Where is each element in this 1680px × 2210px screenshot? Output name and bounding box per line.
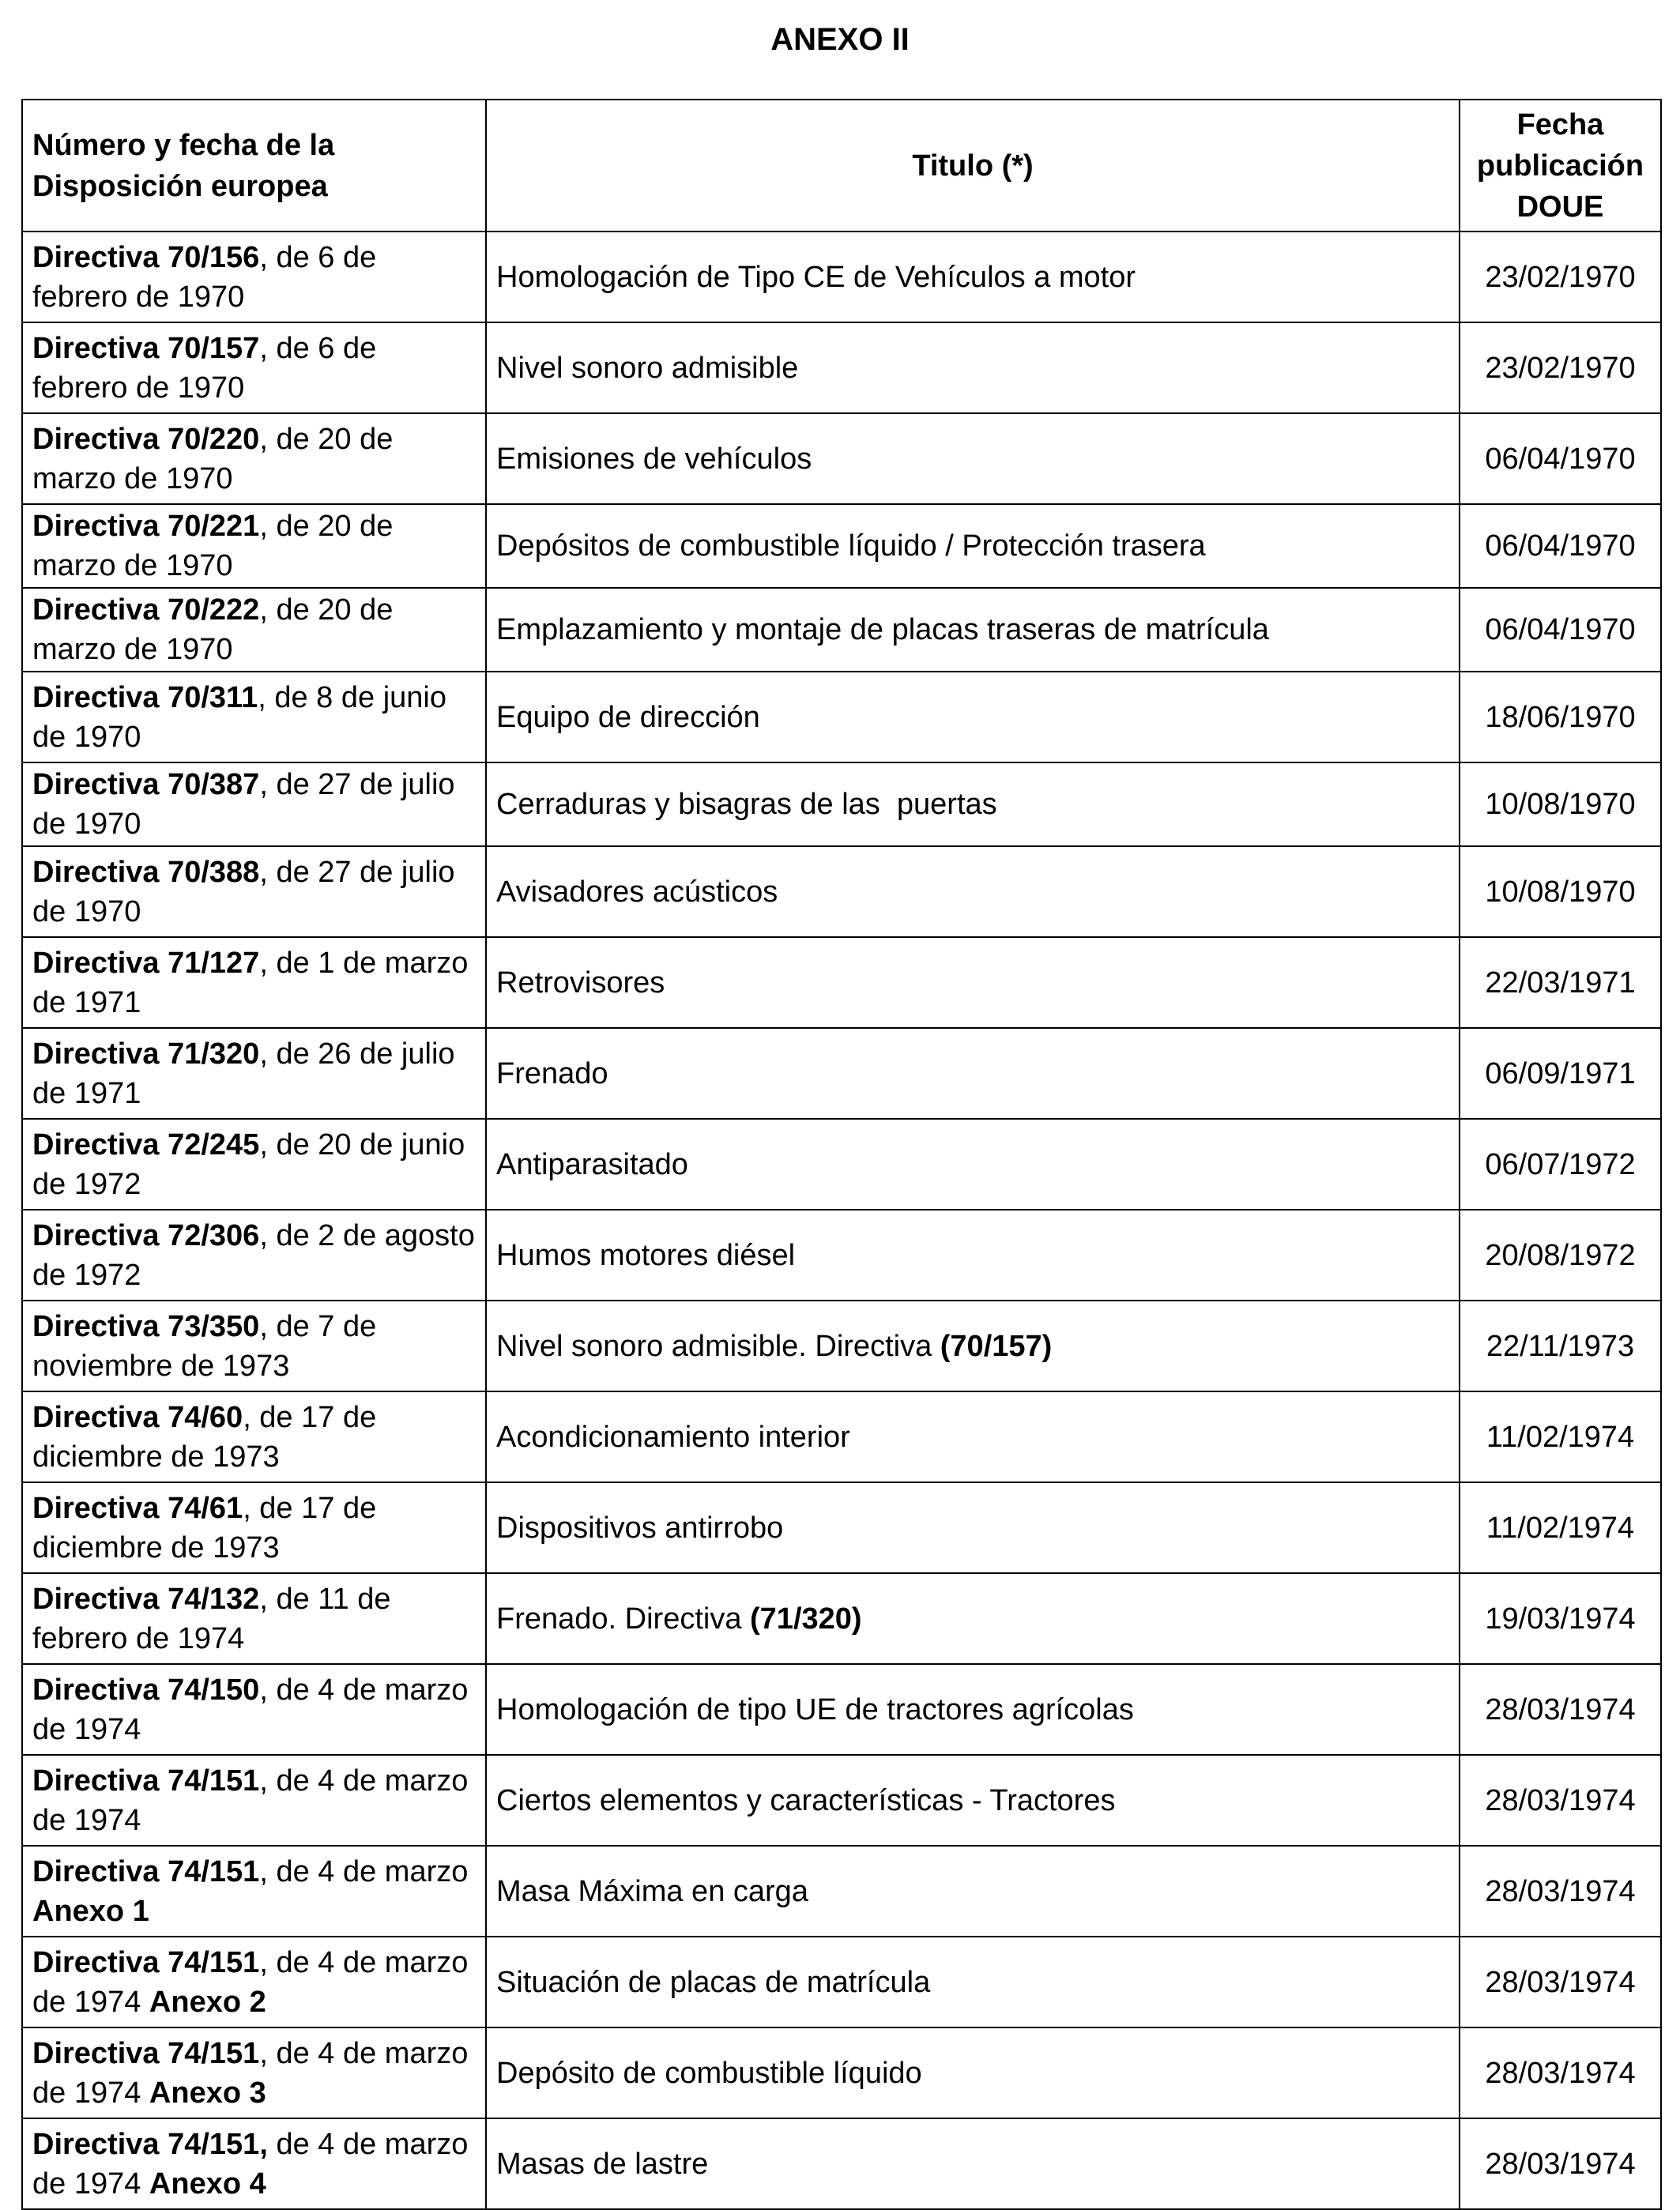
directive-date: , de 17 de diciembre de 1973 (32, 1400, 377, 1474)
directive-cell (22, 1028, 486, 1119)
directive-date: , de 2 de agosto de 1972 (32, 1218, 475, 1292)
directive-date: , de 4 de marzo de 1974 (32, 1764, 469, 1837)
title-cell (486, 1391, 1460, 1482)
annex-label: Anexo 2 (149, 1985, 266, 2019)
directive-date: , de 6 de febrero de 1970 (32, 240, 377, 314)
directive-cell (22, 1755, 486, 1846)
directive-number: Directiva 74/151 (32, 2036, 260, 2070)
directive-number: Directiva 73/350 (32, 1309, 260, 1343)
directive-number: Directiva 74/61 (32, 1491, 243, 1525)
title-text: Frenado (496, 1056, 608, 1090)
directive-number: Directiva 70/156 (32, 240, 260, 274)
table-row (22, 846, 1661, 937)
publication-date-cell: 28/03/1974 (1460, 2118, 1661, 2209)
publication-date-cell: 28/03/1974 (1460, 1846, 1661, 1937)
title-reference: (70/157) (940, 1329, 1053, 1363)
directive-date: , de 4 de marzo (259, 1854, 469, 1888)
directive-number: Directiva 70/220 (32, 422, 260, 456)
title-cell (486, 232, 1460, 322)
title-cell (486, 1301, 1460, 1391)
directive-number: Directiva 70/157 (32, 331, 260, 365)
publication-date-cell: 06/09/1971 (1460, 1028, 1661, 1119)
directive-cell (22, 1482, 486, 1573)
column-header-pub-date: Fecha publicación DOUE (1460, 100, 1661, 232)
title-text: Acondicionamiento interior (496, 1420, 850, 1454)
publication-date-cell: 22/03/1971 (1460, 937, 1661, 1028)
title-text: Depósito de combustible líquido (496, 2056, 922, 2090)
table-row (22, 1210, 1661, 1301)
title-cell (486, 1846, 1460, 1937)
title-cell (486, 413, 1460, 504)
table-body (22, 232, 1661, 2209)
table-row (22, 1573, 1661, 1664)
directive-date: , de 20 de junio de 1972 (32, 1128, 465, 1201)
directive-date: de 4 de marzo de 1974 (32, 2127, 469, 2201)
publication-date-cell: 06/04/1970 (1460, 413, 1661, 504)
directive-cell (22, 1664, 486, 1755)
title-cell (486, 672, 1460, 762)
title-text: Homologación de tipo UE de tractores agrícolas (496, 1692, 1134, 1726)
title-text: Emisiones de vehículos (496, 442, 812, 476)
directive-number: Directiva 70/311 (32, 680, 258, 714)
table-row (22, 2027, 1661, 2118)
directive-number: Directiva 70/387 (32, 768, 260, 801)
directive-cell (22, 588, 486, 672)
table-row (22, 1391, 1661, 1482)
title-text: Situación de placas de matrícula (496, 1965, 931, 1999)
title-text: Depósitos de combustible líquido / Protección trasera (496, 529, 1206, 563)
publication-date-cell: 28/03/1974 (1460, 1937, 1661, 2027)
directive-number: Directiva 72/306 (32, 1218, 260, 1252)
title-cell (486, 762, 1460, 846)
title-cell (486, 1028, 1460, 1119)
directive-cell (22, 2027, 486, 2118)
title-cell (486, 846, 1460, 937)
table-row (22, 322, 1661, 413)
directive-date: , de 4 de marzo de 1974 (32, 1673, 469, 1746)
title-text: Masas de lastre (496, 2147, 709, 2181)
directive-number: Directiva 70/388 (32, 855, 260, 889)
title-reference: (71/320) (750, 1602, 862, 1636)
directive-date: , de 26 de julio de 1971 (32, 1037, 455, 1110)
directive-cell (22, 1391, 486, 1482)
column-header-number-date: Número y fecha de la Disposición europea (22, 100, 486, 232)
directive-cell (22, 504, 486, 588)
table-row (22, 1846, 1661, 1937)
title-text: Equipo de dirección (496, 700, 760, 734)
directive-date: , de 11 de febrero de 1974 (32, 1582, 391, 1655)
table-row (22, 672, 1661, 762)
publication-date-cell: 20/08/1972 (1460, 1210, 1661, 1301)
directive-cell (22, 2118, 486, 2209)
publication-date-cell: 28/03/1974 (1460, 1755, 1661, 1846)
directive-number: Directiva 72/245 (32, 1128, 260, 1161)
directive-number: Directiva 70/222 (32, 593, 260, 627)
directive-date: , de 7 de noviembre de 1973 (32, 1309, 377, 1383)
directive-cell (22, 846, 486, 937)
title-cell (486, 2027, 1460, 2118)
title-text: Humos motores diésel (496, 1238, 796, 1272)
title-text: Nivel sonoro admisible (496, 351, 799, 385)
directive-number: Directiva 71/320 (32, 1037, 260, 1071)
title-text: Cerraduras y bisagras de las puertas (496, 788, 997, 821)
title-text: Retrovisores (496, 966, 665, 1000)
annex-table (21, 99, 1662, 2210)
table-row (22, 232, 1661, 322)
directive-cell (22, 1846, 486, 1937)
directive-date: , de 8 de junio de 1970 (32, 680, 446, 754)
directive-cell (22, 232, 486, 322)
table-row (22, 588, 1661, 672)
title-text: Frenado. Directiva (496, 1602, 751, 1636)
publication-date-cell: 10/08/1970 (1460, 846, 1661, 937)
annex-label: Anexo 1 (32, 1894, 149, 1928)
publication-date-cell: 18/06/1970 (1460, 672, 1661, 762)
title-cell (486, 1755, 1460, 1846)
title-cell (486, 588, 1460, 672)
directive-cell (22, 1937, 486, 2027)
table-row (22, 504, 1661, 588)
directive-date: , de 1 de marzo de 1971 (32, 946, 469, 1019)
directive-number: Directiva 74/151, (32, 2127, 268, 2161)
publication-date-cell: 28/03/1974 (1460, 1664, 1661, 1755)
title-text: Homologación de Tipo CE de Vehículos a motor (496, 260, 1136, 294)
publication-date-cell: 19/03/1974 (1460, 1573, 1661, 1664)
title-text: Ciertos elementos y características - Tractores (496, 1783, 1116, 1817)
table-row (22, 1755, 1661, 1846)
table-row (22, 1664, 1661, 1755)
table-row (22, 1937, 1661, 2027)
directive-date: , de 20 de marzo de 1970 (32, 510, 394, 582)
title-text: Avisadores acústicos (496, 875, 778, 909)
table-header-row (22, 100, 1661, 232)
annex-label: Anexo 3 (149, 2076, 266, 2110)
directive-number: Directiva 70/221 (32, 510, 260, 543)
title-cell (486, 1210, 1460, 1301)
title-text: Masa Máxima en carga (496, 1874, 808, 1908)
publication-date-cell: 23/02/1970 (1460, 322, 1661, 413)
column-header-title: Titulo (*) (486, 100, 1460, 232)
directive-cell (22, 1573, 486, 1664)
title-cell (486, 1119, 1460, 1210)
directive-date: , de 4 de marzo de 1974 (32, 1945, 469, 2019)
annex-label: Anexo 4 (149, 2167, 266, 2201)
title-cell (486, 1937, 1460, 2027)
page-title: ANEXO II (770, 22, 910, 57)
title-text: Antiparasitado (496, 1147, 688, 1181)
directive-cell (22, 1210, 486, 1301)
directive-number: Directiva 71/127 (32, 946, 260, 980)
publication-date-cell: 06/04/1970 (1460, 504, 1661, 588)
title-cell (486, 1482, 1460, 1573)
table-row (22, 1301, 1661, 1391)
publication-date-cell: 22/11/1973 (1460, 1301, 1661, 1391)
publication-date-cell: 10/08/1970 (1460, 762, 1661, 846)
directive-number: Directiva 74/60 (32, 1400, 243, 1434)
title-text: Nivel sonoro admisible. Directiva (496, 1329, 940, 1363)
table-row (22, 937, 1661, 1028)
title-text: Emplazamiento y montaje de placas traseras de matrícula (496, 613, 1269, 646)
publication-date-cell: 11/02/1974 (1460, 1482, 1661, 1573)
directive-date: , de 27 de julio de 1970 (32, 768, 455, 841)
directive-date: , de 20 de marzo de 1970 (32, 422, 394, 495)
table-row (22, 1119, 1661, 1210)
directive-cell (22, 322, 486, 413)
directive-date: , de 17 de diciembre de 1973 (32, 1491, 377, 1564)
directive-number: Directiva 74/151 (32, 1764, 260, 1798)
directive-date: , de 6 de febrero de 1970 (32, 331, 377, 405)
directive-cell (22, 1301, 486, 1391)
directive-cell (22, 1119, 486, 1210)
directive-date: , de 20 de marzo de 1970 (32, 593, 394, 666)
table-row (22, 762, 1661, 846)
directive-number: Directiva 74/151 (32, 1945, 260, 1979)
title-cell (486, 937, 1460, 1028)
publication-date-cell: 06/04/1970 (1460, 588, 1661, 672)
directive-number: Directiva 74/151 (32, 1854, 260, 1888)
directive-number: Directiva 74/150 (32, 1673, 260, 1707)
title-cell (486, 322, 1460, 413)
title-cell (486, 504, 1460, 588)
publication-date-cell: 23/02/1970 (1460, 232, 1661, 322)
title-cell (486, 1664, 1460, 1755)
table-row (22, 2118, 1661, 2209)
table-row (22, 1028, 1661, 1119)
title-cell (486, 2118, 1460, 2209)
publication-date-cell: 28/03/1974 (1460, 2027, 1661, 2118)
table-row (22, 413, 1661, 504)
publication-date-cell: 11/02/1974 (1460, 1391, 1661, 1482)
directive-cell (22, 672, 486, 762)
directive-cell (22, 413, 486, 504)
title-cell (486, 1573, 1460, 1664)
directive-cell (22, 762, 486, 846)
table-row (22, 1482, 1661, 1573)
directive-date: , de 27 de julio de 1970 (32, 855, 455, 928)
publication-date-cell: 06/07/1972 (1460, 1119, 1661, 1210)
directive-date: , de 4 de marzo de 1974 (32, 2036, 469, 2110)
title-text: Dispositivos antirrobo (496, 1511, 784, 1545)
directive-number: Directiva 74/132 (32, 1582, 260, 1616)
directive-cell (22, 937, 486, 1028)
